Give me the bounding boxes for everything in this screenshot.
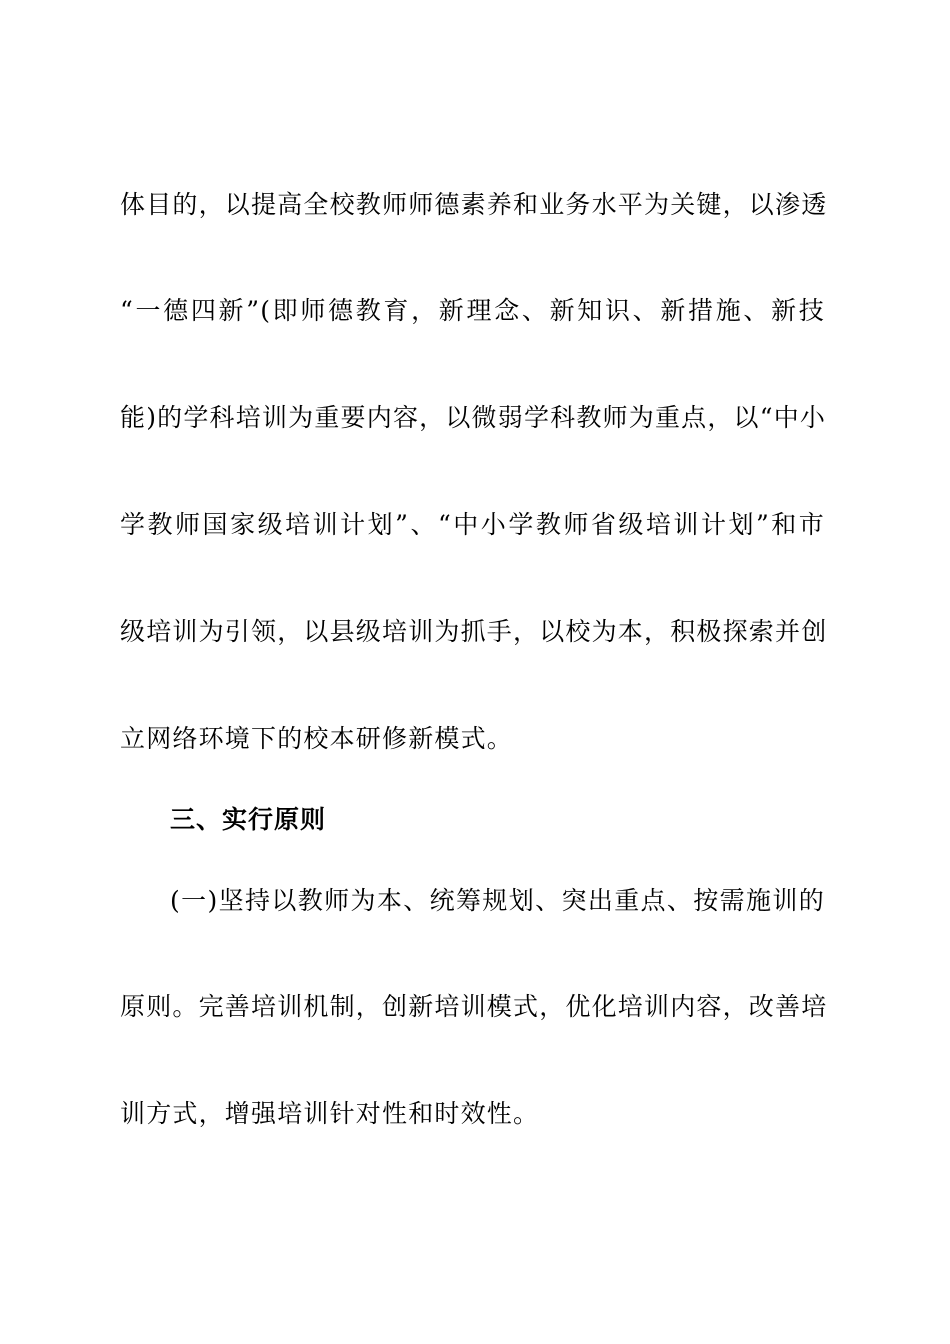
paragraph-line-2: “一德四新”(即师德教育，新理念、新知识、新措施、新技 <box>120 296 825 325</box>
paragraph-line-1: 体目的，以提高全校教师师德素养和业务水平为关键，以渗透 <box>120 190 828 219</box>
paragraph-line-3: 能)的学科培训为重要内容，以微弱学科教师为重点，以“中小 <box>120 403 827 432</box>
paragraph-line-5: 级培训为引领，以县级培训为抓手，以校为本，积极探索并创 <box>120 617 828 646</box>
section-heading: 三、实行原则 <box>170 805 327 834</box>
principle-line-1: (一)坚持以教师为本、统筹规划、突出重点、按需施训的 <box>170 886 825 915</box>
paragraph-line-6: 立网络环境下的校本研修新模式。 <box>120 724 514 753</box>
principle-line-2: 原则。完善培训机制，创新培训模式，优化培训内容，改善培 <box>120 992 828 1021</box>
paragraph-line-4: 学教师国家级培训计划”、“中小学教师省级培训计划”和市 <box>120 510 825 539</box>
principle-line-3: 训方式，增强培训针对性和时效性。 <box>120 1099 540 1128</box>
